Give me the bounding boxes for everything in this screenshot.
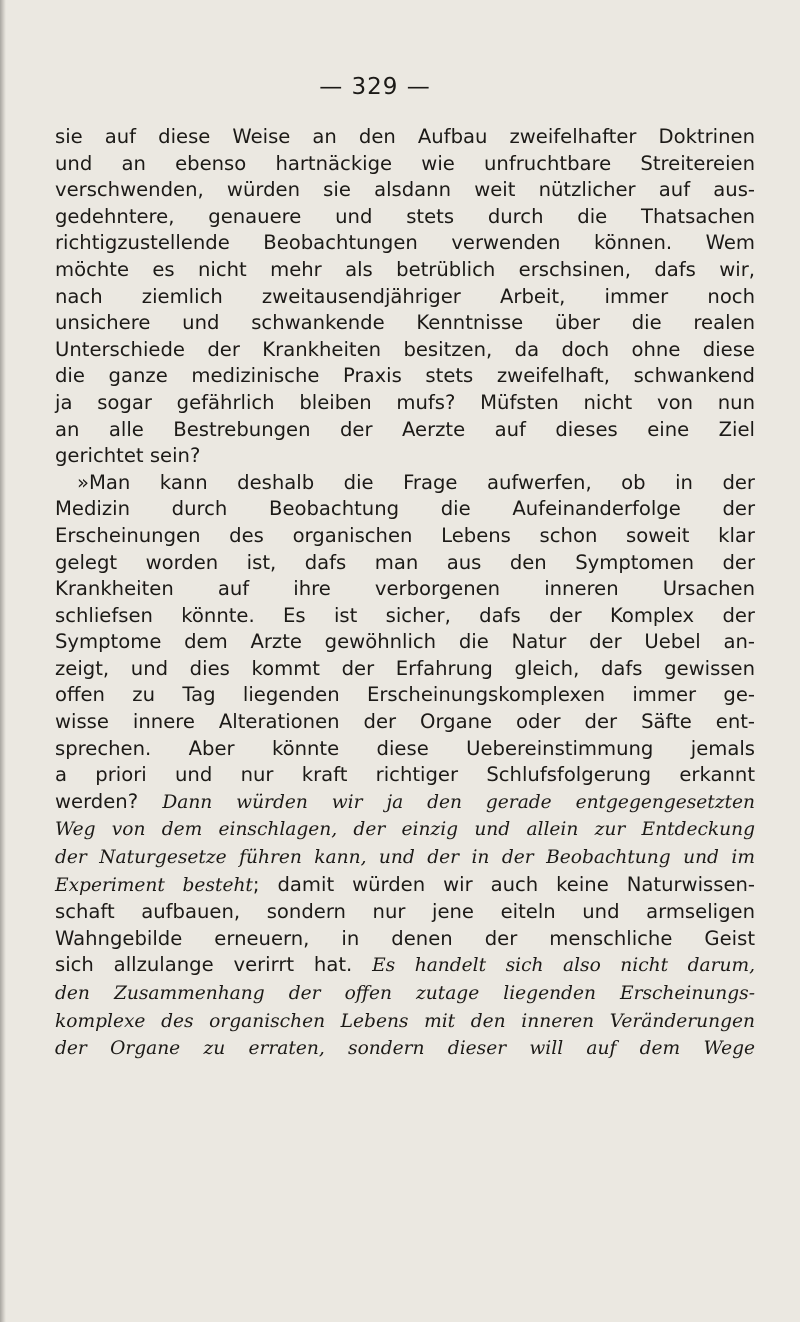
text-segment: ja sogar gefährlich bleiben mufs? Müfsten nicht von nun [55, 390, 755, 414]
text-line [55, 926, 755, 953]
italic-segment: Weg von dem einschlagen, der einzig und allein zur Entdeckung [55, 819, 755, 841]
text-segment: und an ebenso hartnäckige wie unfruchtbare Streitereien [55, 151, 755, 175]
text-segment: die ganze medizinische Praxis stets zweifelhaft, schwankend [55, 364, 755, 388]
text-segment: verschwenden, würden sie alsdann weit nützlicher auf aus- [55, 178, 755, 202]
text-line [55, 230, 755, 257]
text-line [55, 417, 755, 444]
text-segment: a priori und nur kraft richtiger Schlufsfolgerung erkannt [55, 763, 755, 787]
text-segment: gerichtet sein? [55, 444, 201, 468]
text-line [55, 470, 755, 497]
italic-segment: Dann würden wir ja den gerade entgegengesetzten [162, 791, 755, 813]
text-segment: zeigt, und dies kommt der Erfahrung gleich, dafs gewissen [55, 656, 755, 680]
text-line [55, 257, 755, 284]
text-line [55, 762, 755, 789]
text-line [55, 443, 755, 470]
text-line [55, 682, 755, 709]
text-line [55, 816, 755, 844]
italic-segment: komplexe des organischen Lebens mit den inneren Veränderungen [55, 1010, 755, 1032]
text-segment: an alle Bestrebungen der Aerzte auf dieses eine Ziel [55, 417, 755, 441]
text-line [55, 656, 755, 683]
text-line [55, 1035, 755, 1063]
page-number: — 329 — [319, 74, 431, 100]
text-line [55, 363, 755, 390]
italic-segment: Es handelt sich also nicht darum, [372, 955, 755, 977]
text-segment: »Man kann deshalb die Frage aufwerfen, ob in der [77, 470, 755, 494]
text-segment: Symptome dem Arzte gewöhnlich die Natur der Uebel an- [55, 630, 755, 654]
text-line [55, 789, 755, 817]
text-line [55, 124, 755, 151]
text-line [55, 603, 755, 630]
text-segment: schliefsen könnte. Es ist sicher, dafs der Komplex der [55, 603, 755, 627]
text-segment: Wahngebilde erneuern, in denen der menschliche Geist [55, 926, 755, 950]
text-line [55, 736, 755, 763]
text-line [55, 390, 755, 417]
text-line [55, 844, 755, 872]
text-segment: Unterschiede der Krankheiten besitzen, da doch ohne diese [55, 337, 755, 361]
text-line [55, 576, 755, 603]
text-line [55, 337, 755, 364]
text-line [55, 151, 755, 178]
text-line [55, 284, 755, 311]
text-line [55, 496, 755, 523]
text-line [55, 899, 755, 926]
italic-segment: der Organe zu erraten, sondern dieser will auf dem Wege [55, 1038, 755, 1060]
text-segment: nach ziemlich zweitausendjähriger Arbeit, immer noch [55, 284, 755, 308]
italic-segment: den Zusammenhang der offen zutage liegenden Erscheinungs- [55, 983, 755, 1004]
text-line [55, 177, 755, 204]
text-segment: offen zu Tag liegenden Erscheinungskomplexen immer ge- [55, 683, 755, 707]
page-edge-shadow [0, 0, 6, 1322]
text-segment: sie auf diese Weise an den Aufbau zweifelhafter Doktrinen [55, 125, 755, 148]
text-line [55, 872, 755, 900]
text-segment: gelegt worden ist, dafs man aus den Symptomen der [55, 550, 755, 574]
text-line [55, 310, 755, 337]
text-segment: werden? [55, 789, 163, 813]
text-segment: sich allzulange verirrt hat. [55, 953, 373, 977]
italic-segment: der Naturgesetze führen kann, und der in der Beobachtung und im [55, 847, 755, 869]
text-segment: ; damit würden wir auch keine Naturwissen- [252, 872, 755, 896]
text-segment: wisse innere Alterationen der Organe oder der Säfte ent- [55, 710, 755, 734]
text-line [55, 550, 755, 577]
text-line [55, 629, 755, 656]
text-segment: richtigzustellende Beobachtungen verwenden können. Wem [55, 231, 755, 255]
text-segment: Medizin durch Beobachtung die Aufeinanderfolge der [55, 497, 755, 521]
text-segment: unsichere und schwankende Kenntnisse über die realen [55, 311, 755, 335]
text-segment: Krankheiten auf ihre verborgenen inneren Ursachen [55, 577, 755, 601]
text-line [55, 523, 755, 550]
text-segment: Erscheinungen des organischen Lebens schon soweit klar [55, 523, 755, 547]
text-line [55, 709, 755, 736]
text-segment: möchte es nicht mehr als betrüblich erschsinen, dafs wir, [55, 257, 755, 281]
text-segment: gedehntere, genauere und stets durch die Thatsachen [55, 204, 755, 228]
text-line [55, 952, 755, 980]
text-line [55, 204, 755, 231]
text-segment: sprechen. Aber könnte diese Uebereinstimmung jemals [55, 736, 755, 760]
italic-segment: Experiment besteht [55, 874, 253, 896]
text-line [55, 980, 755, 1008]
text-segment: schaft aufbauen, sondern nur jene eiteln und armseligen [55, 900, 755, 924]
text-line [55, 1008, 755, 1036]
body-text [55, 124, 755, 1063]
